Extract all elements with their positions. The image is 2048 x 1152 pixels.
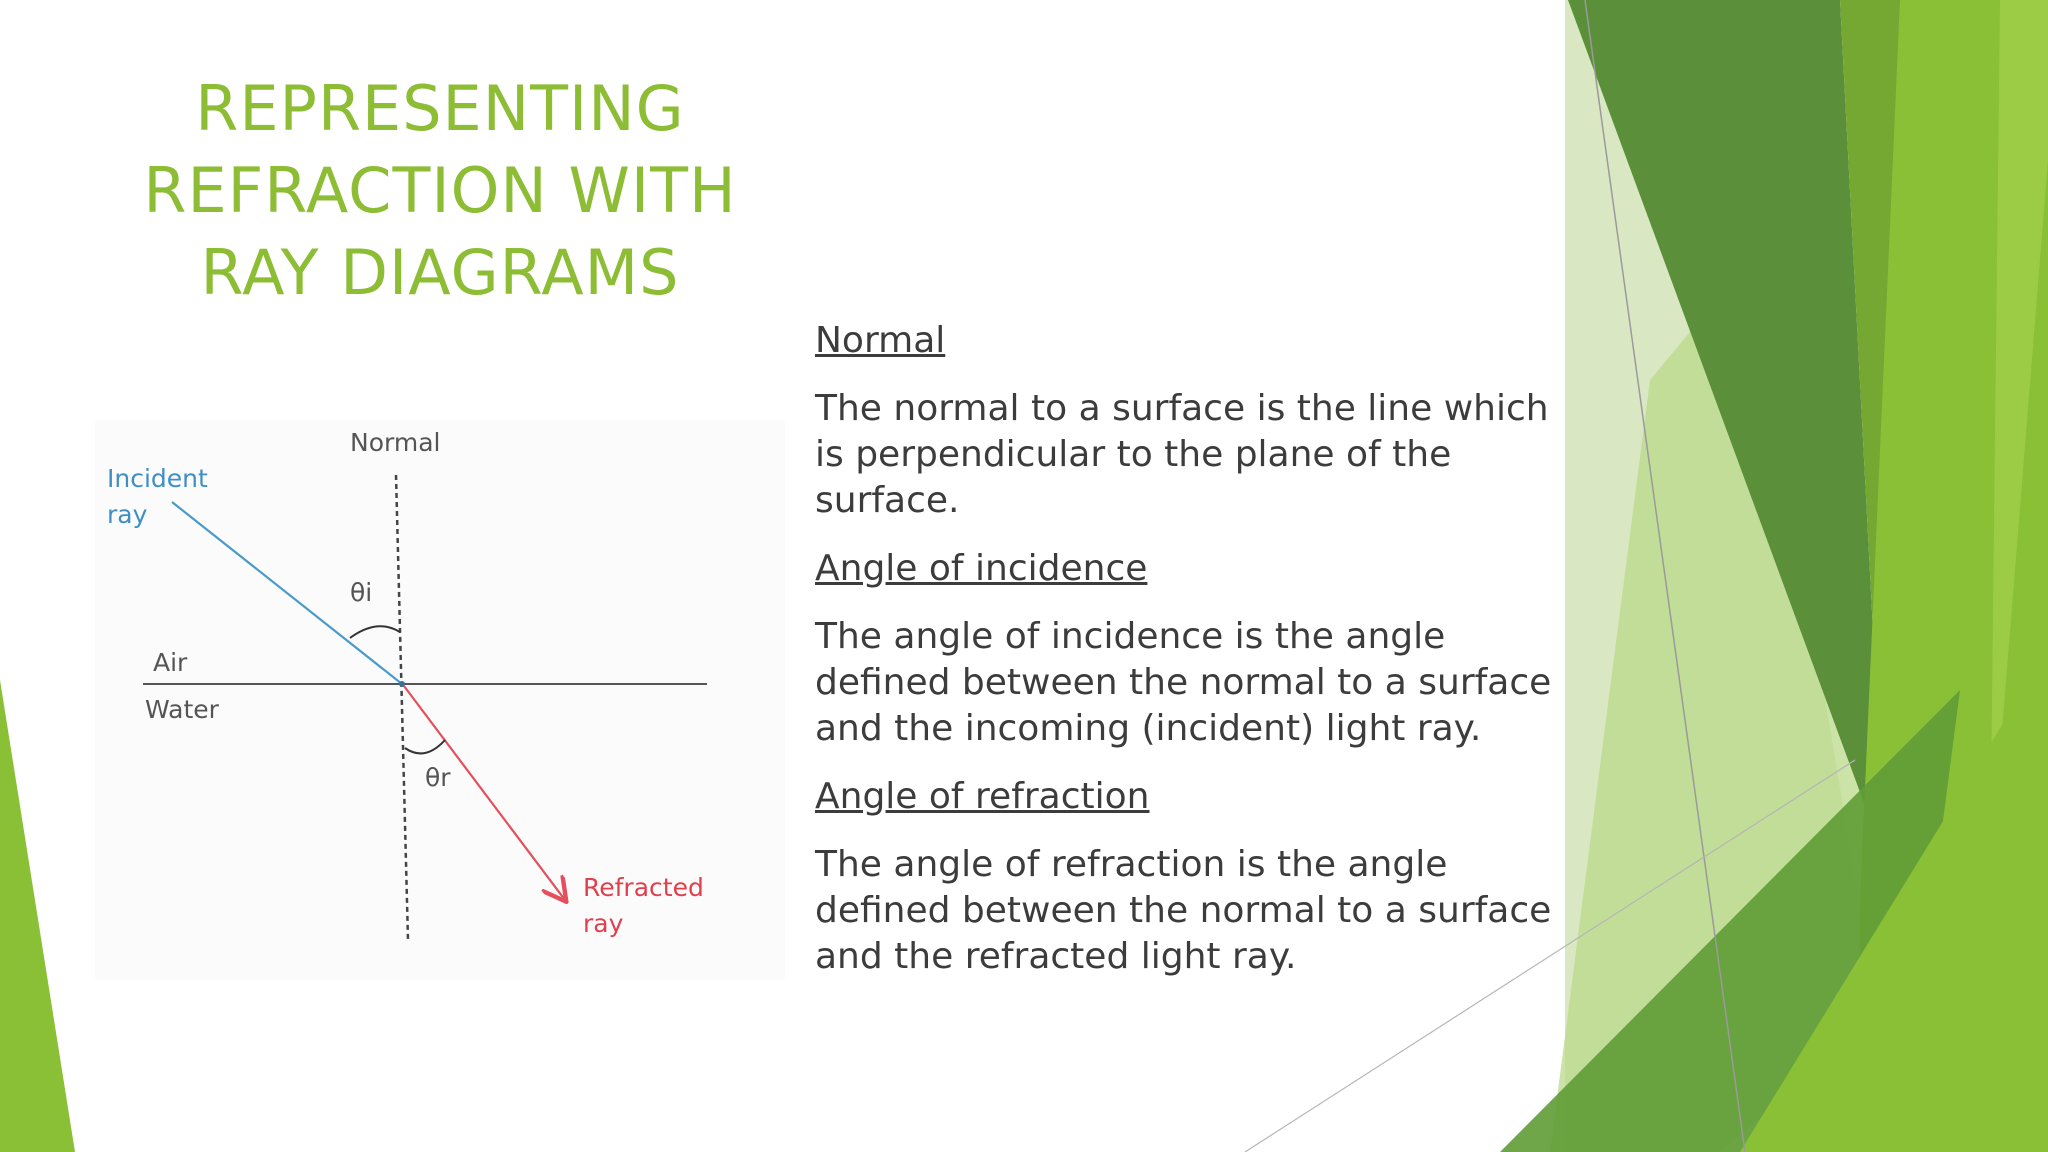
- angle-of-incidence-definition: The angle of incidence is the angle defined between the normal to a surface and the incoming (incident) light ray.: [815, 616, 1552, 749]
- slide-title: [120, 68, 760, 314]
- angle-of-refraction-arc: [405, 740, 445, 753]
- point-of-incidence: [399, 681, 405, 687]
- angle-i-label: θi: [350, 578, 373, 607]
- normal-heading: Normal: [815, 320, 946, 361]
- angle-r-label: θr: [425, 763, 451, 792]
- angle-of-refraction-heading: Angle of refraction: [815, 776, 1150, 817]
- normal-definition: The normal to a surface is the line which is perpendicular to the plane of the surface.: [815, 388, 1549, 521]
- title-line-3: RAY DIAGRAMS: [200, 236, 680, 309]
- refracted-ray-label: Refracted ray: [583, 873, 704, 938]
- normal-line: [396, 475, 408, 940]
- angle-of-refraction-definition: The angle of refraction is the angle defined between the normal to a surface and the refracted light ray.: [815, 844, 1552, 977]
- angle-of-incidence-arc: [350, 626, 400, 638]
- air-label: Air: [153, 648, 188, 677]
- refraction-diagram: [95, 420, 785, 980]
- title-line-2: REFRACTION WITH: [143, 154, 737, 227]
- water-label: Water: [145, 695, 219, 724]
- incident-ray-label: Incident ray: [107, 464, 208, 529]
- definitions-panel: [815, 318, 1575, 1002]
- angle-of-incidence-heading: Angle of incidence: [815, 548, 1148, 589]
- title-line-1: REPRESENTING: [195, 72, 685, 145]
- left-green-sliver: [0, 680, 75, 1152]
- normal-label: Normal: [350, 428, 441, 457]
